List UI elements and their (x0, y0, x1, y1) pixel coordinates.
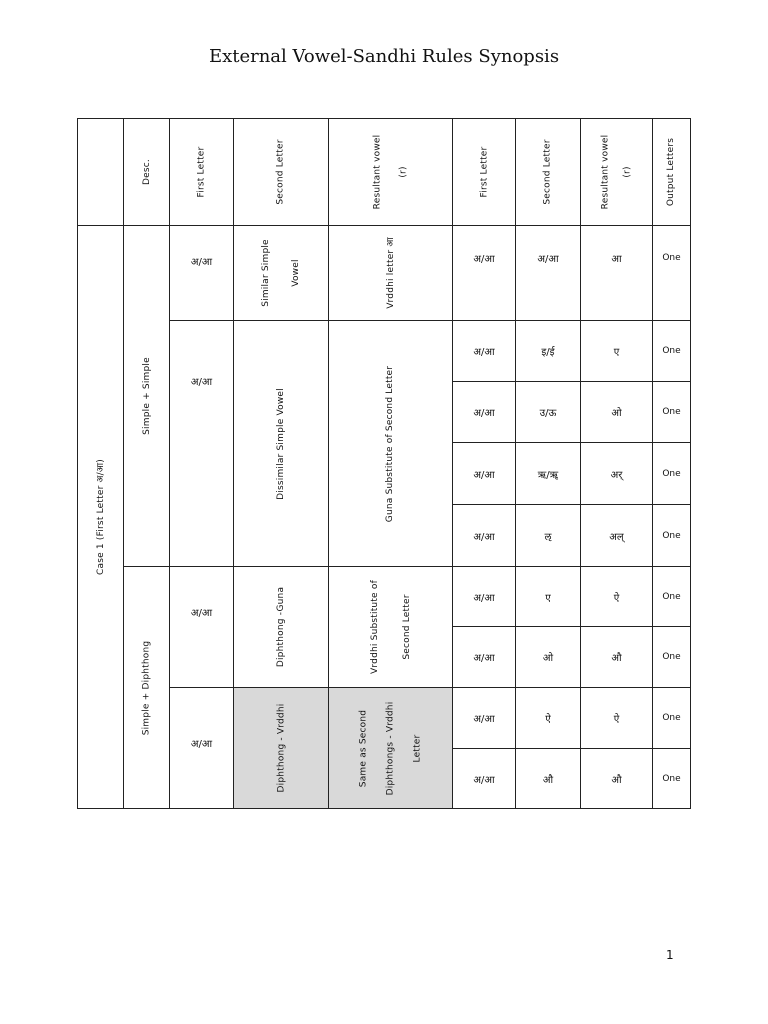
row-3-result: ओ (611, 408, 622, 419)
header-first-letter (169, 118, 234, 226)
row-9-output: One (662, 773, 681, 784)
row-5-first-cell (452, 504, 516, 567)
first-letter-diph-guna (169, 566, 234, 688)
row-6-first: अ/आ (473, 592, 495, 604)
row-7-first-cell (452, 626, 516, 688)
row-3-output: One (662, 407, 681, 417)
result-desc-diph-vrddhi-line2: Diphthongs - Vrddhi (384, 701, 395, 795)
row-6-second-cell (515, 566, 581, 627)
first-letter-dissimilar (169, 320, 234, 567)
result-desc-similar (328, 225, 453, 321)
row-7-second: ओ (542, 653, 554, 664)
row-3-first-cell (452, 381, 516, 443)
second-desc-similar (233, 225, 329, 321)
result-desc-diph-vrddhi-line3: Letter (411, 734, 422, 762)
group-simple-simple-label: Simple + Simple (141, 357, 152, 435)
page-number: 1 (666, 948, 674, 962)
row-4-first-cell (452, 442, 516, 505)
result-desc-dissimilar-label: Guna Substitute of Second Letter (385, 365, 396, 522)
row-6-first-cell (452, 566, 516, 627)
row-4-second: ऋ/ॠ (537, 469, 559, 481)
row-5-second: ऌ (544, 531, 552, 543)
row-5-second-cell (515, 504, 581, 567)
row-7-second-cell (515, 626, 581, 688)
row-1-first-cell (452, 225, 516, 321)
row-3-second: उ/ऊ (539, 408, 557, 419)
header-second-letter (233, 118, 329, 226)
header-resultant-vowel (328, 118, 453, 226)
case-cell (77, 225, 124, 809)
row-8-first: अ/आ (473, 714, 495, 725)
second-desc-diph-guna-label: Diphthong -Guna (276, 586, 286, 668)
row-2-output: One (662, 346, 681, 356)
row-7-output: One (662, 652, 681, 662)
header-output-letters-label: Output Letters (666, 137, 677, 207)
row-9-first-cell (452, 748, 516, 809)
second-desc-similar-line2: Vowel (291, 259, 301, 287)
row-7-result: औ (611, 653, 622, 664)
row-1-result: आ (611, 254, 622, 265)
header-resultant-vowel-label (365, 135, 417, 210)
first-letter-diph-vrddhi (169, 687, 234, 809)
row-7-result-cell (580, 626, 653, 688)
row-9-result-cell (580, 748, 653, 809)
row-1-first: अ/आ (473, 254, 495, 265)
row-9-result: औ (611, 774, 622, 786)
row-1-output-cell (652, 225, 691, 321)
first-letter-diph-vrddhi-text: अ/आ (190, 739, 213, 750)
row-3-result-cell (580, 381, 653, 443)
result-desc-diph-guna-line1: Vrddhi Substitute of (369, 580, 380, 674)
second-desc-diph-vrddhi-label: Diphthong - Vrddhi (276, 703, 286, 793)
header-desc-label: Desc. (141, 159, 152, 185)
row-8-output: One (662, 713, 681, 723)
row-2-result-cell (580, 320, 653, 382)
result-desc-similar-label: Vrddhi letter आ (385, 237, 396, 309)
page-title: External Vowel-Sandhi Rules Synopsis (208, 46, 560, 67)
row-4-result: अर् (610, 469, 623, 481)
case-label: Case 1 (First Letter अ/आ) (95, 459, 106, 575)
row-3-second-cell (515, 381, 581, 443)
row-9-second: औ (542, 774, 554, 786)
header-resultant2-line2: (r) (622, 166, 633, 178)
result-desc-diph-guna (328, 566, 453, 688)
header-resultant-line2: (r) (398, 166, 409, 178)
row-8-result-cell (580, 687, 653, 749)
result-desc-diph-vrddhi-line1: Same as Second (357, 709, 368, 787)
result-desc-diph-vrddhi-label (350, 701, 431, 795)
header-first-letter-2 (452, 118, 516, 226)
row-6-output-cell (652, 566, 691, 627)
result-desc-dissimilar (328, 320, 453, 567)
header-resultant-vowel-2 (580, 118, 653, 226)
row-1-output: One (662, 253, 681, 263)
row-5-result: अल् (609, 531, 624, 543)
row-2-second: इ/ई (541, 347, 555, 358)
group-simple-diphthong (123, 566, 170, 809)
header-resultant2-line1: Resultant vowel (600, 134, 611, 210)
row-4-result-cell (580, 442, 653, 505)
row-1-second: अ/आ (537, 254, 559, 265)
first-letter-similar (169, 225, 234, 321)
header-output-letters (652, 118, 691, 226)
row-8-output-cell (652, 687, 691, 749)
row-4-second-cell (515, 442, 581, 505)
row-8-first-cell (452, 687, 516, 749)
row-2-result: ए (613, 347, 620, 358)
group-simple-diphthong-label: Simple + Diphthong (141, 640, 152, 735)
row-3-output-cell (652, 381, 691, 443)
row-5-result-cell (580, 504, 653, 567)
row-7-output-cell (652, 626, 691, 688)
row-5-output-cell (652, 504, 691, 567)
first-letter-dissimilar-text: अ/आ (190, 376, 213, 388)
row-8-second: ऐ (545, 714, 551, 725)
result-desc-diph-guna-line2: Second Letter (401, 594, 412, 660)
header-first-letter-2-label: First Letter (478, 146, 489, 198)
row-6-second: ए (545, 592, 551, 604)
row-2-output-cell (652, 320, 691, 382)
row-8-result: ऐ (613, 714, 620, 725)
row-4-output-cell (652, 442, 691, 505)
header-desc (123, 118, 170, 226)
row-9-output-cell (652, 748, 691, 809)
sandhi-rules-table (77, 118, 691, 809)
row-7-first: अ/आ (473, 653, 495, 664)
row-6-result-cell (580, 566, 653, 627)
result-desc-diph-vrddhi (328, 687, 453, 809)
row-2-second-cell (515, 320, 581, 382)
second-desc-similar-label (251, 239, 311, 307)
second-desc-dissimilar (233, 320, 329, 567)
header-second-letter-2-label: Second Letter (543, 139, 553, 205)
row-3-first: अ/आ (473, 408, 495, 419)
row-2-first-cell (452, 320, 516, 382)
first-letter-similar-text: अ/आ (190, 257, 213, 268)
row-6-output: One (662, 591, 681, 602)
row-9-first: अ/आ (473, 774, 495, 786)
row-9-second-cell (515, 748, 581, 809)
first-letter-diph-guna-text: अ/आ (190, 608, 213, 619)
header-first-letter-label: First Letter (196, 146, 207, 198)
header-resultant-line1: Resultant vowel (372, 134, 383, 210)
header-blank (77, 118, 124, 226)
header-resultant-vowel-2-label (595, 135, 639, 210)
row-6-result: ऐ (613, 592, 620, 604)
second-desc-dissimilar-label: Dissimilar Simple Vowel (276, 387, 286, 500)
result-desc-diph-guna-label (359, 580, 423, 674)
second-desc-similar-line1: Similar Simple (261, 239, 271, 307)
second-desc-diph-guna (233, 566, 329, 688)
row-5-output: One (662, 530, 681, 541)
row-2-first: अ/आ (473, 347, 495, 358)
second-desc-diph-vrddhi (233, 687, 329, 809)
row-4-output: One (662, 468, 681, 479)
row-5-first: अ/आ (473, 531, 495, 543)
row-1-second-cell (515, 225, 581, 321)
row-8-second-cell (515, 687, 581, 749)
group-simple-simple (123, 225, 170, 567)
header-second-letter-2 (515, 118, 581, 226)
header-second-letter-label: Second Letter (276, 139, 286, 205)
row-1-result-cell (580, 225, 653, 321)
row-4-first: अ/आ (473, 469, 495, 481)
